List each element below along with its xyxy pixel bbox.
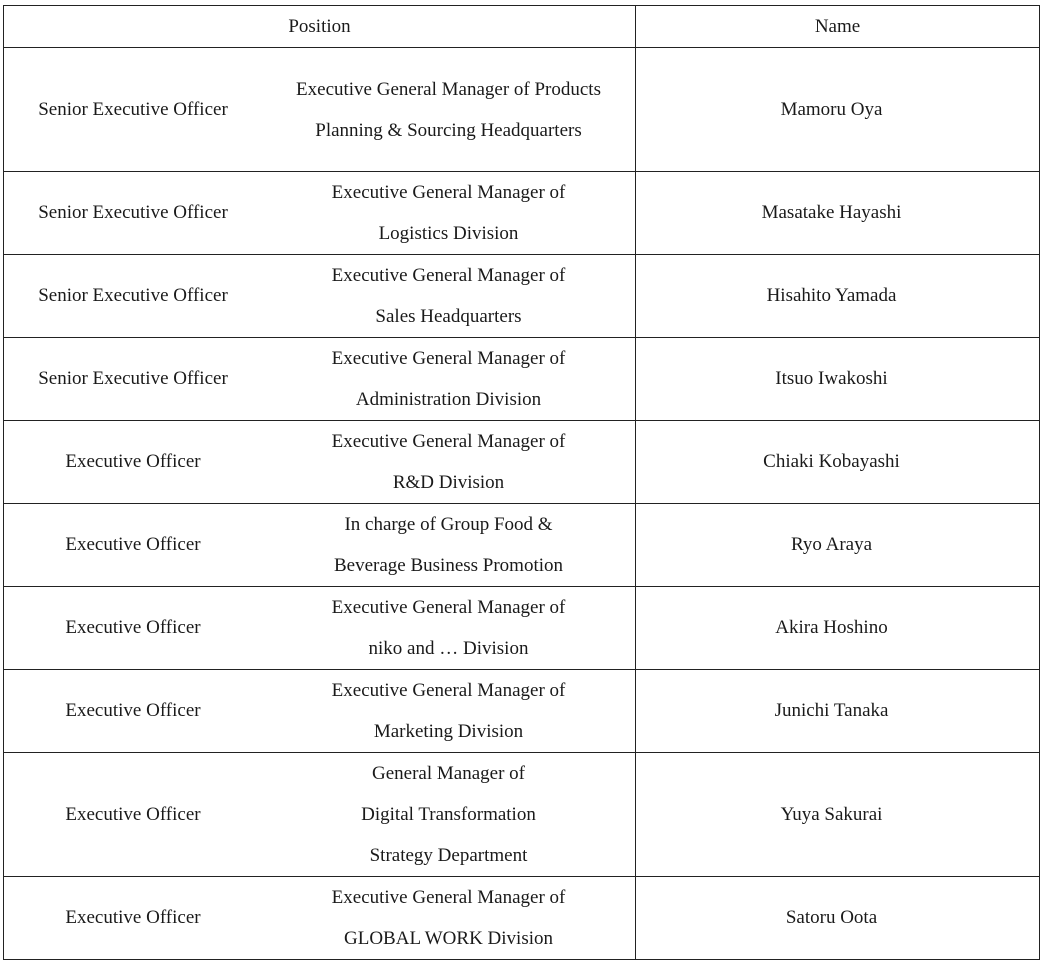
officer-name: Yuya Sakurai xyxy=(636,753,1040,877)
position-cell xyxy=(4,338,636,421)
position-cell xyxy=(4,421,636,504)
officer-name: Chiaki Kobayashi xyxy=(636,421,1040,504)
table-row xyxy=(4,877,1040,960)
rank-label: Executive Officer xyxy=(65,534,201,555)
job-title: Executive General Manager of Products Planning & Sourcing Headquarters xyxy=(296,78,601,141)
officer-name: Akira Hoshino xyxy=(636,587,1040,670)
table-row xyxy=(4,504,1040,587)
officer-name: Junichi Tanaka xyxy=(636,670,1040,753)
rank-label: Executive Officer xyxy=(65,907,201,928)
table-row xyxy=(4,753,1040,877)
rank-label: Senior Executive Officer xyxy=(38,202,228,223)
rank-label: Senior Executive Officer xyxy=(38,285,228,306)
position-cell xyxy=(4,172,636,255)
job-title: In charge of Group Food & Beverage Business Promotion xyxy=(333,514,564,576)
position-cell xyxy=(4,504,636,587)
table-row xyxy=(4,255,1040,338)
table-row xyxy=(4,587,1040,670)
position-header: Position xyxy=(4,6,636,48)
position-cell xyxy=(4,753,636,877)
officer-name: Hisahito Yamada xyxy=(636,255,1040,338)
officer-name: Itsuo Iwakoshi xyxy=(636,338,1040,421)
position-cell xyxy=(4,255,636,338)
officer-table xyxy=(3,5,1040,960)
job-title: Executive General Manager of Administration Division xyxy=(331,348,566,410)
job-title: Executive General Manager of Logistics Division xyxy=(331,182,566,244)
job-title: Executive General Manager of Marketing Division xyxy=(331,680,566,742)
table-row xyxy=(4,48,1040,172)
rank-label: Executive Officer xyxy=(65,451,201,472)
position-cell xyxy=(4,670,636,753)
job-title: General Manager of Digital Transformation Strategy Department xyxy=(361,763,536,866)
table-row xyxy=(4,338,1040,421)
officer-name: Satoru Oota xyxy=(636,877,1040,960)
officer-name: Mamoru Oya xyxy=(636,48,1040,172)
rank-label: Executive Officer xyxy=(65,617,201,638)
officer-name: Masatake Hayashi xyxy=(636,172,1040,255)
table-row xyxy=(4,172,1040,255)
position-cell xyxy=(4,877,636,960)
job-title: Executive General Manager of R&D Division xyxy=(331,431,566,493)
position-cell xyxy=(4,48,636,172)
name-header: Name xyxy=(636,6,1040,48)
position-cell xyxy=(4,587,636,670)
table-row xyxy=(4,421,1040,504)
rank-label: Senior Executive Officer xyxy=(38,98,228,120)
job-title: Executive General Manager of niko and … Division xyxy=(331,597,566,659)
table-header-row xyxy=(4,6,1040,48)
rank-label: Executive Officer xyxy=(65,803,201,825)
rank-label: Executive Officer xyxy=(65,700,201,721)
job-title: Executive General Manager of Sales Headquarters xyxy=(331,265,566,327)
table-row xyxy=(4,670,1040,753)
rank-label: Senior Executive Officer xyxy=(38,368,228,389)
job-title: Executive General Manager of GLOBAL WORK Division xyxy=(331,887,566,949)
officer-name: Ryo Araya xyxy=(636,504,1040,587)
